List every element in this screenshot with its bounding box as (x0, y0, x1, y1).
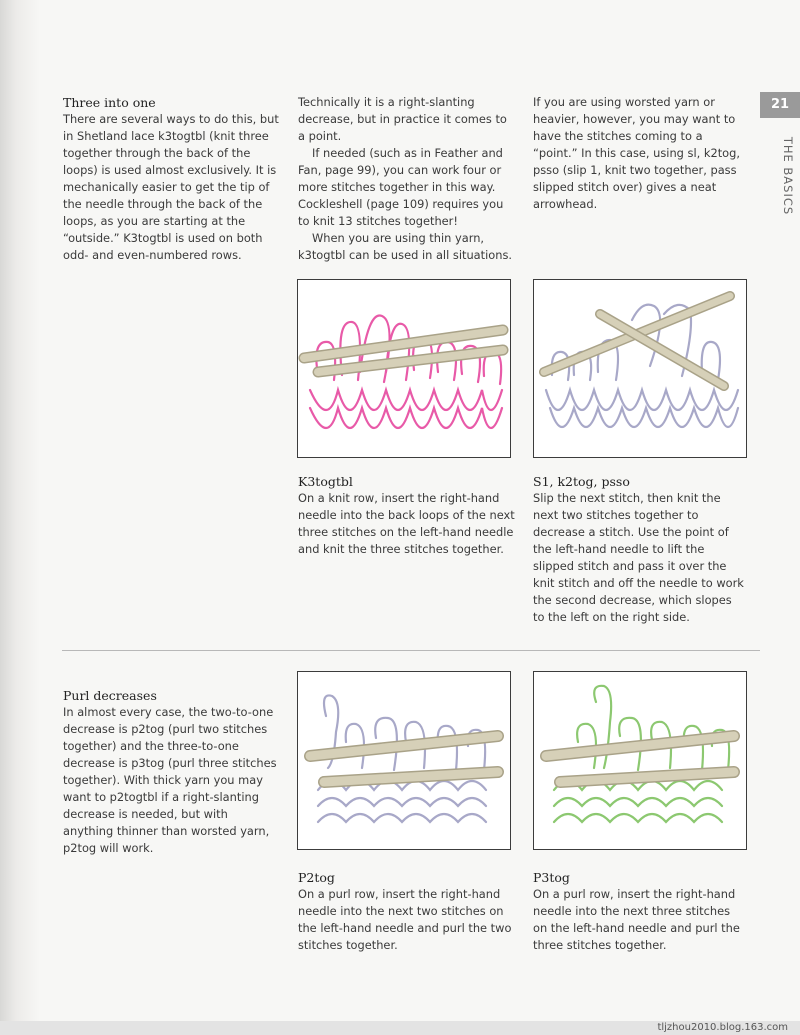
footer-credit: tljzhou2010.blog.163.com (657, 1022, 788, 1033)
three-into-one-col2-p1: Technically it is a right-slanting decrease, but in practice it comes to a point. (298, 95, 507, 143)
three-into-one-col2-p2: If needed (such as in Feather and Fan, page 99), you can work four or more stitches together in this way. Cockleshell (page 109) requires you to knit 13 stitches together! (298, 146, 504, 228)
p3tog-drawing (534, 672, 746, 849)
section-label: THE BASICS (781, 136, 795, 216)
three-into-one-col2-p3: When you are using thin yarn, k3togtbl can be used in all situations. (298, 231, 513, 262)
sl-k2tog-psso-caption-block (533, 473, 745, 626)
k3togtbl-illustration (297, 279, 511, 458)
purl-decreases-text: In almost every case, the two-to-one decrease is p2tog (purl two stitches together) and the three-to-one decrease is p3tog (purl three stitches together). With thick yarn you may want to p2togtbl if a right-slanting decrease is needed, but with anything thinner than worsted yarn, p2tog will work. (63, 705, 277, 855)
purl-decreases-heading: Purl decreases (63, 688, 157, 703)
sl-k2tog-psso-caption: Slip the next stitch, then knit the next two stitches together to decrease a stitch. Use the point of the left-hand needle to lift the slipped stitch and pass it over the knit stitch and off the needle to work the second decrease, which slopes to the left on the right side. (533, 491, 744, 624)
p2tog-illustration (297, 671, 511, 850)
section-divider (62, 650, 760, 651)
k3togtbl-caption-block (298, 473, 516, 558)
p3tog-illustration (533, 671, 747, 850)
p3tog-title: P3tog (533, 870, 570, 885)
book-spine-shadow (0, 0, 40, 1035)
three-into-one-col3-text: If you are using worsted yarn or heavier, however, you may want to have the stitches coming to a “point.” In this case, using sl, k2tog, psso (slip 1, knit two together, pass slipped stitch over) gives a neat arrowhead. (533, 95, 740, 211)
purl-decreases-block (63, 687, 281, 857)
p3tog-caption: On a purl row, insert the right-hand needle into the next three stitches on the left-hand needle and purl the three stitches together. (533, 887, 740, 952)
three-into-one-col2 (298, 94, 516, 264)
three-into-one-col1-text: There are several ways to do this, but in Shetland lace k3togtbl (knit three together through the back of the loops) is used almost exclusively. It is mechanically easier to get the tip of the needle through the back of the loops, as you are starting at the “outside.” K3togtbl is used on both odd- and even-numbered rows. (63, 112, 279, 262)
p2tog-title: P2tog (298, 870, 335, 885)
p2tog-caption-block (298, 869, 516, 954)
k3togtbl-title: K3togtbl (298, 474, 353, 489)
page-number-tab: 21 (760, 92, 800, 118)
p3tog-caption-block (533, 869, 745, 954)
three-into-one-col3 (533, 94, 743, 213)
three-into-one-heading: Three into one (63, 95, 156, 110)
sl-k2tog-psso-illustration (533, 279, 747, 458)
sl-k2tog-psso-drawing (534, 280, 746, 457)
three-into-one-col1 (63, 94, 281, 264)
k3togtbl-caption: On a knit row, insert the right-hand needle into the back loops of the next three stitches on the left-hand needle and knit the three stitches together. (298, 491, 515, 556)
k3togtbl-drawing (298, 280, 510, 457)
p2tog-drawing (298, 672, 510, 849)
p2tog-caption: On a purl row, insert the right-hand needle into the next two stitches on the left-hand needle and purl the two stitches together. (298, 887, 512, 952)
sl-k2tog-psso-title: S1, k2tog, psso (533, 474, 630, 489)
